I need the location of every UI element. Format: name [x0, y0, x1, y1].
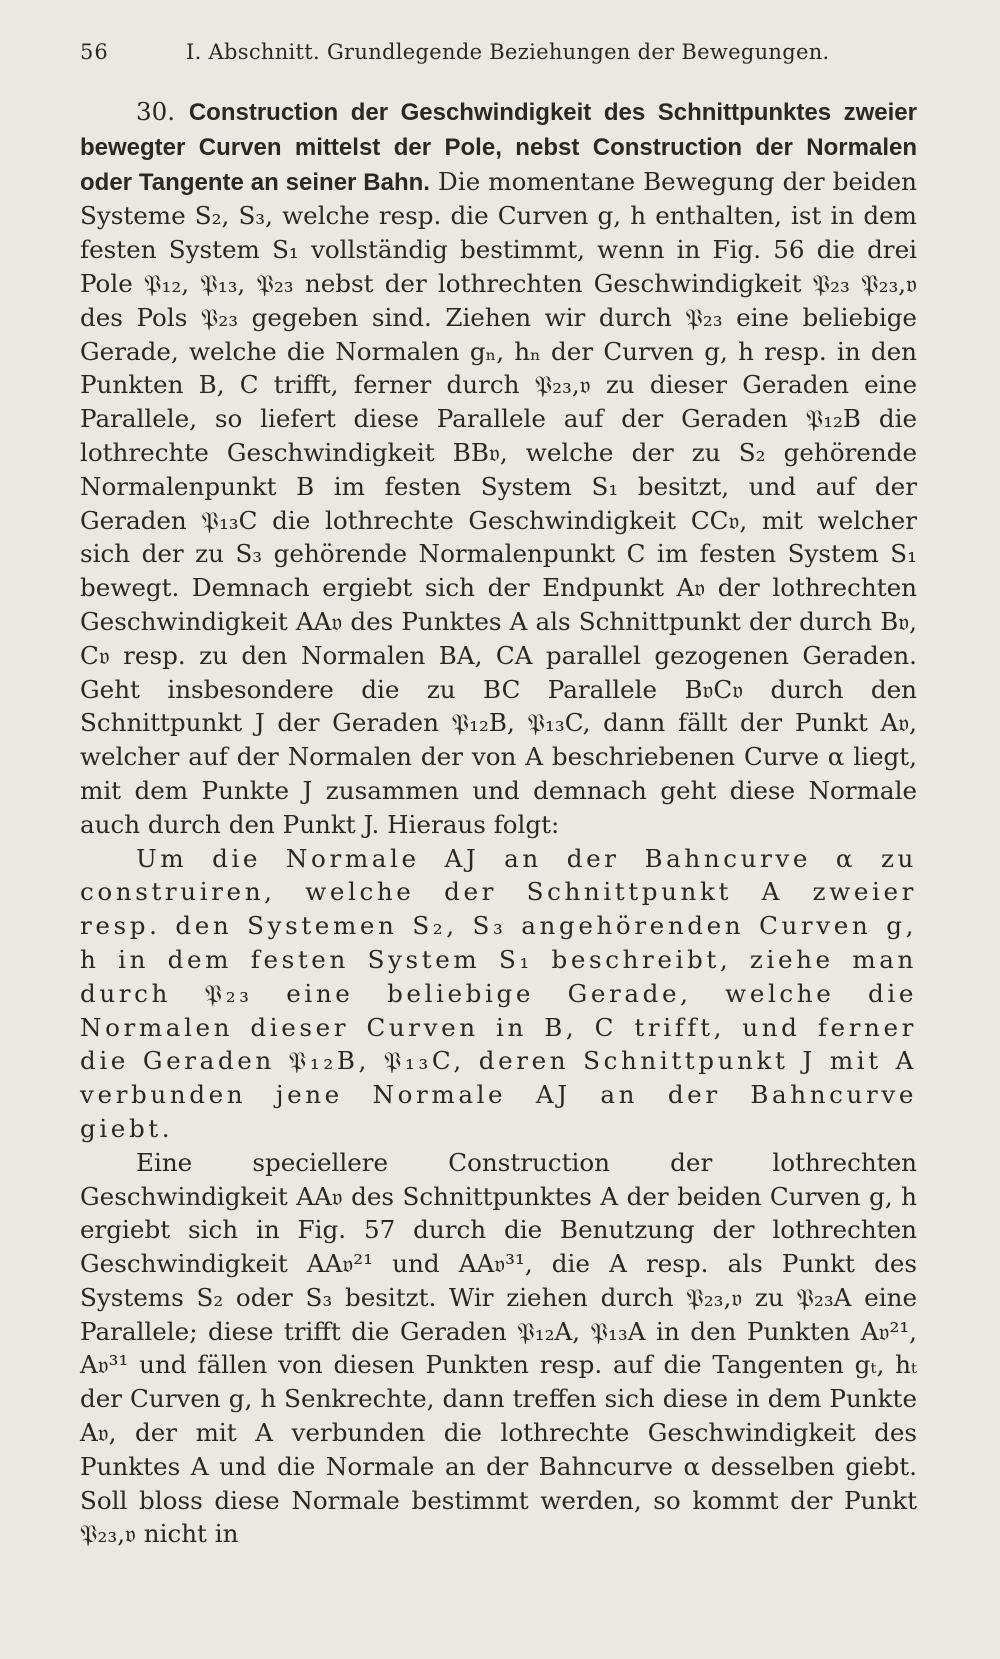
running-head: I. Abschnitt. Grundlegende Beziehungen der Bewegungen.	[186, 40, 830, 64]
body-paragraph-3: Eine speciellere Construction der lothrechten Geschwindigkeit AA𝔳 des Schnittpunktes A der beiden Curven g, h ergiebt sich in Fig. 57 durch die Benutzung der lothrechten Geschwindigkeit AA𝔳²¹ und AA𝔳³¹, die A resp. als Punkt des Systems S₂ oder S₃ besitzt. Wir ziehen durch 𝔓₂₃,𝔳 zu 𝔓₂₃A eine Parallele; diese trifft die Geraden 𝔓₁₂A, 𝔓₁₃A in den Punkten A𝔳²¹, A𝔳³¹ und fällen von diesen Punkten resp. auf die Tangenten gₜ, hₜ der Curven g, h Senkrechte, dann treffen sich diese in dem Punkte A𝔳, der mit A verbunden die lothrechte Geschwindigkeit des Punktes A und die Normale an der Bahncurve α desselben giebt. Soll bloss diese Normale bestimmt werden, so kommt der Punkt 𝔓₂₃,𝔳 nicht in	[80, 1147, 917, 1549]
page-body	[80, 95, 917, 1551]
theorem-paragraph: Um die Normale AJ an der Bahncurve α zu construiren, welche der Schnittpunkt A zweier resp. den Systemen S₂, S₃ angehörenden Curven g, h in dem festen System S₁ beschreibt, ziehe man durch 𝔓₂₃ eine beliebige Gerade, welche die Normalen dieser Curven in B, C trifft, und ferner die Geraden 𝔓₁₂B, 𝔓₁₃C, deren Schnittpunkt J mit A verbunden jene Normale AJ an der Bahncurve giebt.	[80, 843, 917, 1143]
section-text: Die momentane Bewegung der beiden Systeme S₂, S₃, welche resp. die Curven g, h enthalten, ist in dem festen System S₁ vollständig bestimmt, wenn in Fig. 56 die drei Pole 𝔓₁₂, 𝔓₁₃, 𝔓₂₃ nebst der lothrechten Geschwindigkeit 𝔓₂₃ 𝔓₂₃,𝔳 des Pols 𝔓₂₃ gegeben sind. Ziehen wir durch 𝔓₂₃ eine beliebige Gerade, welche die Normalen gₙ, hₙ der Curven g, h resp. in den Punkten B, C trifft, ferner durch 𝔓₂₃,𝔳 zu dieser Geraden eine Parallele, so liefert diese Parallele auf der Geraden 𝔓₁₂B die lothrechte Geschwindigkeit BB𝔳, welche der zu S₂ gehörende Normalenpunkt B im festen System S₁ besitzt, und auf der Geraden 𝔓₁₃C die lothrechte Geschwindigkeit CC𝔳, mit welcher sich der zu S₃ gehörende Normalenpunkt C im festen System S₁ bewegt. Demnach ergiebt sich der Endpunkt A𝔳 der lothrechten Geschwindigkeit AA𝔳 des Punktes A als Schnittpunkt der durch B𝔳, C𝔳 resp. zu den Normalen BA, CA parallel gezogenen Geraden. Geht insbesondere die zu BC Parallele B𝔳C𝔳 durch den Schnittpunkt J der Geraden 𝔓₁₂B, 𝔓₁₃C, dann fällt der Punkt A𝔳, welcher auf der Normalen der von A beschriebenen Curve α liegt, mit dem Punkte J zusammen und demnach geht diese Normale auch durch den Punkt J. Hieraus folgt:	[80, 166, 917, 839]
page-header	[80, 36, 920, 76]
page-number: 56	[80, 40, 109, 64]
section-title: Construction der Geschwindigkeit des Schnittpunktes zweier bewegter Curven mittelst der Pole, nebst Construction der Normalen oder Tangente an seiner Bahn.	[80, 99, 917, 196]
section-paragraph	[80, 95, 917, 842]
section-number: 30.	[136, 97, 176, 126]
